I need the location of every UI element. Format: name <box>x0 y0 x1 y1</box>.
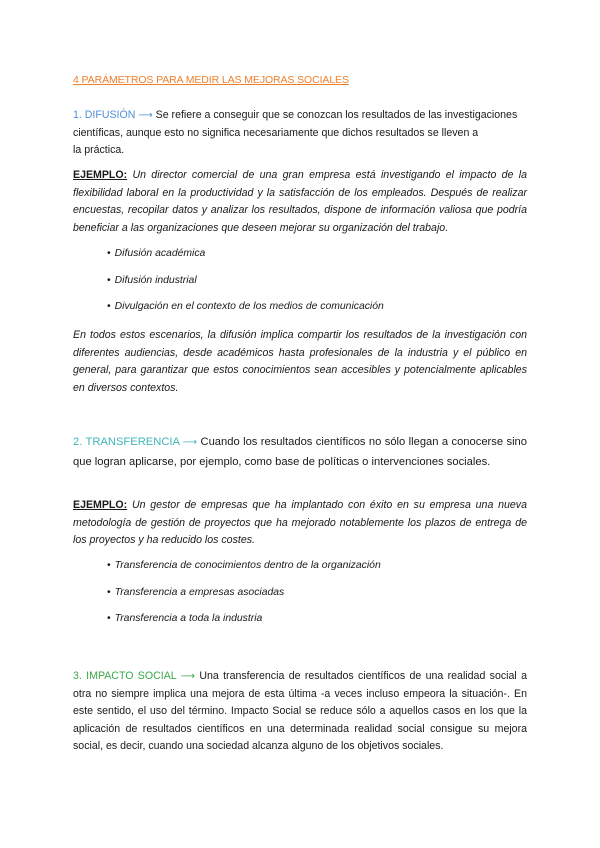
bullet-item: • Difusión académica <box>107 248 206 259</box>
bullet-item: • Transferencia de conocimientos dentro de la organización <box>107 560 381 571</box>
transferencia-text: Cuando los resultados científicos no sólo llegan a conocerse sino que logran aplicarse, por ejemplo, como base de políticas o intervenciones sociales. <box>73 436 528 468</box>
bullet-item: • Difusión industrial <box>107 275 197 286</box>
example-text: Un gestor de empresas que ha implantado con éxito en su empresa una nueva metodología de gestión de proyectos que ha mejorado notablemente los plazos de entrega de los proyectos y ha reducido los costes. <box>73 499 527 547</box>
transferencia-example <box>73 497 527 550</box>
arrow-icon: ⟶ <box>180 671 195 682</box>
document-title: 4 PARÁMETROS PARA MEDIR LAS MEJORAS SOCIALES <box>73 74 349 86</box>
example-label: EJEMPLO: <box>73 499 128 511</box>
transferencia-paragraph <box>73 433 527 471</box>
bullet-item: • Transferencia a toda la industria <box>107 613 263 624</box>
difusion-closing: En todos estos escenarios, la difusión implica compartir los resultados de la investigación con diferentes audiencias, desde académicos hasta profesionales de la industria y el público en general, para garantizar que estos conocimientos sean accesibles y potencialmente aplicables en diversos contextos. <box>73 329 527 394</box>
impacto-paragraph <box>73 668 527 756</box>
example-label: EJEMPLO: <box>73 169 128 181</box>
bullet-item: • Transferencia a empresas asociadas <box>107 587 285 598</box>
difusion-heading: 1. DIFUSIÓN <box>73 109 136 121</box>
difusion-line-1: Se refiere a conseguir que se conozcan los resultados de las investigaciones <box>155 109 518 121</box>
arrow-icon: ⟶ <box>182 437 198 448</box>
arrow-icon: ⟶ <box>138 110 153 121</box>
transferencia-heading: 2. TRANSFERENCIA <box>73 436 180 448</box>
impacto-text: Una transferencia de resultados científicos de una realidad social a otra no siempre implica una mejora de esta última -a veces incluso empeora la situación-. En este sentido, el uso del término. Impacto Social se reduce sólo a aquellos casos en los que la aplicación de resultados científicos en una determinada realidad social consigue su mejora social, es decir, cuando una sociedad alcanza alguno de los objetivos sociales. <box>73 670 527 753</box>
impacto-heading: 3. IMPACTO SOCIAL <box>73 670 177 682</box>
difusion-line-2: científicas, aunque esto no significa necesariamente que dichos resultados se lleven a <box>73 126 479 139</box>
example-text: Un director comercial de una gran empresa está investigando el impacto de la flexibilidad laboral en la productividad y la satisfacción de los empleados. Después de realizar encuestas, recopilar datos y analizar los resultados, dispone de información valiosa que podría beneficiar a las organizaciones que deseen mejorar su organización del trabajo. <box>73 169 527 234</box>
bullet-item: • Divulgación en el contexto de los medios de comunicación <box>107 301 384 312</box>
difusion-paragraph <box>73 107 527 160</box>
difusion-line-3: la práctica. <box>73 144 125 157</box>
difusion-example <box>73 167 527 237</box>
